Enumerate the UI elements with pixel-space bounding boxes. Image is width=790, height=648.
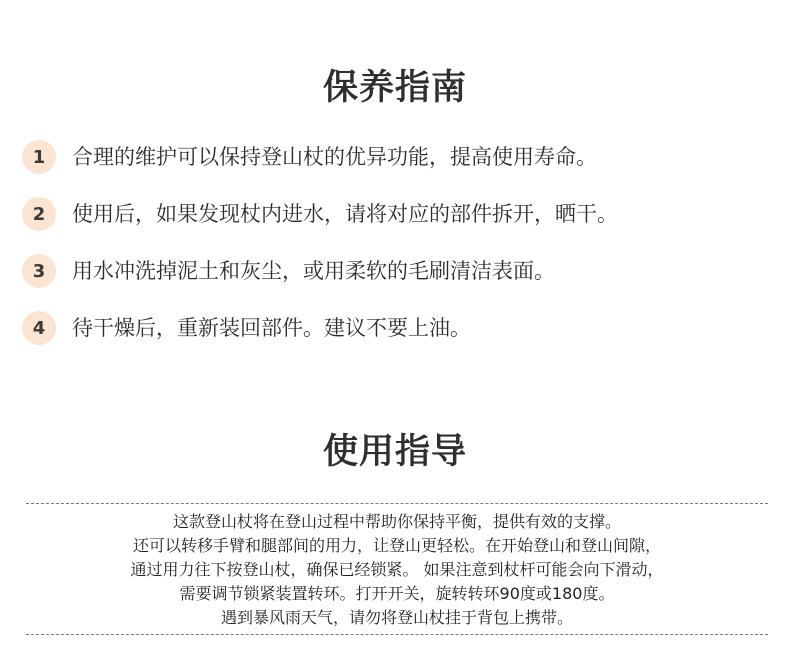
usage-guide-line: 通过用力往下按登山杖，确保已经锁紧。 如果注意到杖杆可能会向下滑动， [130, 560, 664, 579]
step-number-badge: 4 [22, 311, 56, 345]
care-guide-item [22, 311, 772, 368]
usage-guide-title: 使用指导 [322, 432, 467, 472]
step-number-badge: 1 [22, 140, 56, 174]
step-number-badge: 2 [22, 197, 56, 231]
care-guide-title: 保养指南 [322, 68, 467, 108]
care-guide-item [22, 140, 772, 197]
care-guide-text: 待干燥后，重新装回部件。建议不要上油。 [72, 316, 471, 340]
usage-guide-line: 遇到暴风雨天气，请勿将登山杖挂于背包上携带。 [220, 608, 573, 627]
care-guide-text: 用水冲洗掉泥土和灰尘，或用柔软的毛刷清洁表面。 [72, 259, 555, 283]
usage-guide-text-block [26, 510, 768, 630]
dashed-divider-bottom [26, 634, 768, 635]
care-guide-text: 使用后，如果发现杖内进水，请将对应的部件拆开，晒干。 [72, 202, 618, 226]
care-guide-text: 合理的维护可以保持登山杖的优异功能，提高使用寿命。 [72, 145, 597, 169]
care-guide-item [22, 197, 772, 254]
usage-guide-line: 需要调节锁紧装置转环。打开开关，旋转转环90度或180度。 [179, 584, 615, 603]
dashed-divider-top [26, 503, 768, 504]
usage-guide-line: 还可以转移手臂和腿部间的用力，让登山更轻松。在开始登山和登山间隙， [132, 536, 661, 555]
care-guide-item [22, 254, 772, 311]
step-number-badge: 3 [22, 254, 56, 288]
usage-guide-line: 这款登山杖将在登山过程中帮助你保持平衡，提供有效的支撑。 [172, 512, 621, 531]
care-guide-list [22, 140, 772, 368]
